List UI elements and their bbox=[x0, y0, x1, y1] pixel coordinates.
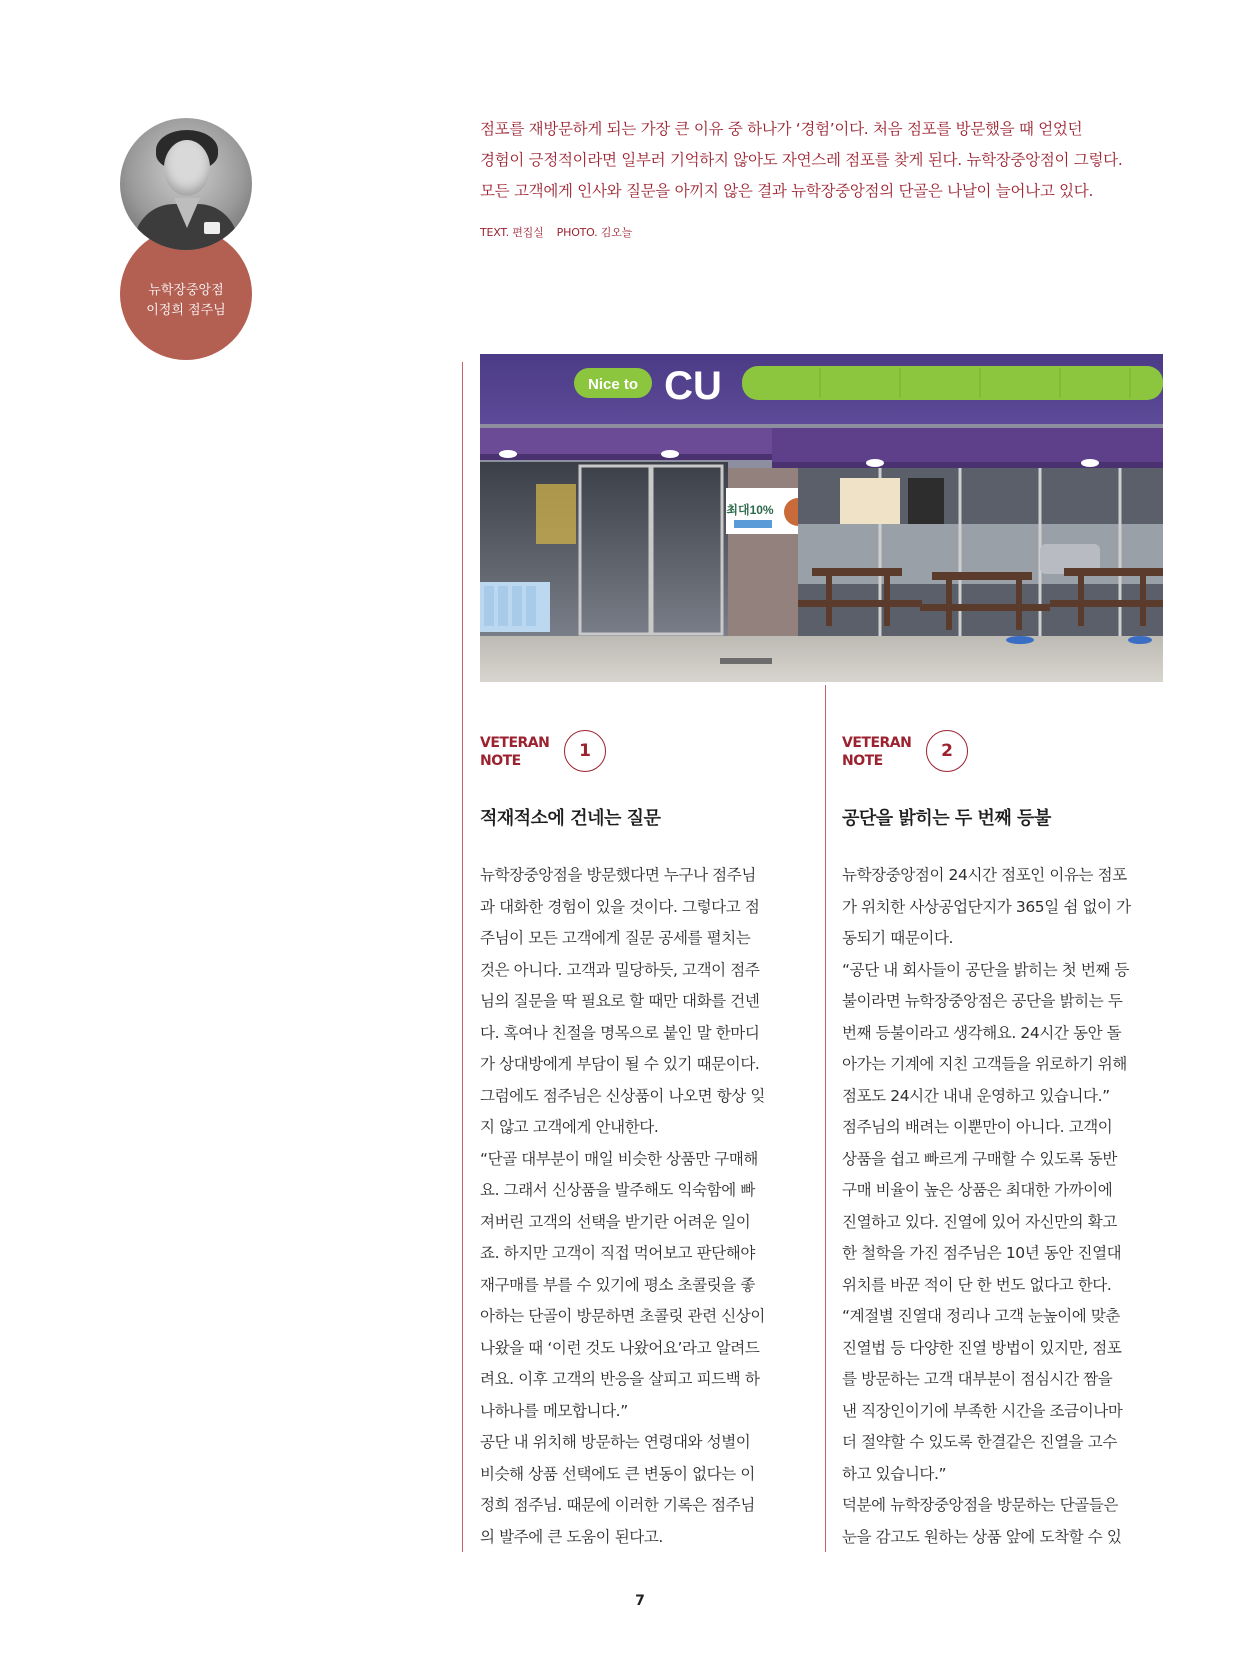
photo-credit: TEXT. 편집실 PHOTO. 김오늘 bbox=[480, 226, 633, 239]
note-label-2: VETERAN NOTE bbox=[842, 735, 912, 769]
body-line: 비슷해 상품 선택에도 큰 변동이 없다는 이 bbox=[480, 1464, 755, 1483]
body-line: 나왔을 때 ‘이런 것도 나왔어요’라고 알려드 bbox=[480, 1338, 760, 1357]
body-line: 동되기 때문이다. bbox=[842, 929, 954, 947]
body-line: 아가는 기계에 지친 고객들을 위로하기 위해 bbox=[842, 1055, 1127, 1073]
body-line: 재구매를 부를 수 있기에 평소 초콜릿을 좋 bbox=[480, 1275, 755, 1294]
body-line: 불이라면 뉴학장중앙점은 공단을 밝히는 두 bbox=[842, 992, 1123, 1010]
body-line: 나하나를 메모합니다.” bbox=[480, 1401, 628, 1420]
body-line: 님의 질문을 딱 필요로 할 때만 대화를 건넨 bbox=[480, 992, 760, 1010]
body-line: 점포도 24시간 내내 운영하고 있습니다.” bbox=[842, 1086, 1110, 1105]
veteran-note-1 bbox=[480, 734, 549, 770]
body-line: 덕분에 뉴학장중앙점을 방문하는 단골들은 bbox=[842, 1496, 1118, 1514]
body-line: 점주님의 배려는 이뿐만이 아니다. 고객이 bbox=[842, 1118, 1113, 1136]
body-line: 뉴학장중앙점을 방문했다면 누구나 점주님 bbox=[480, 866, 756, 884]
body-line: “계절별 진열대 정리나 고객 눈높이에 맞춘 bbox=[842, 1307, 1121, 1325]
body-line: “단골 대부분이 매일 비슷한 상품만 구매해 bbox=[480, 1149, 759, 1168]
intro-line: 모든 고객에게 인사와 질문을 아끼지 않은 결과 뉴학장중앙점의 단골은 나날이 늘어나고 있다. bbox=[480, 182, 1094, 200]
body-line: 상품을 쉽고 빠르게 구매할 수 있도록 동반 bbox=[842, 1149, 1117, 1168]
profile-store: 뉴학장중앙점 bbox=[148, 283, 224, 298]
store-photo bbox=[480, 354, 1163, 682]
body-line: 번째 등불이라고 생각해요. 24시간 동안 돌 bbox=[842, 1023, 1122, 1042]
body-line: 하고 있습니다.” bbox=[842, 1464, 947, 1483]
body-line: 죠. 하지만 고객이 직접 먹어보고 판단해야 bbox=[480, 1244, 755, 1262]
note-number-1: 1 bbox=[564, 730, 606, 772]
body-line: 정희 점주님. 때문에 이러한 기록은 점주님 bbox=[480, 1496, 755, 1514]
page-number: 7 bbox=[635, 1593, 645, 1609]
body-line: 눈을 감고도 원하는 상품 앞에 도착할 수 있 bbox=[842, 1527, 1122, 1546]
avatar bbox=[120, 118, 252, 250]
body-line: 려요. 이후 고객의 반응을 살피고 피드백 하 bbox=[480, 1370, 760, 1388]
profile-owner: 이정희 점주님 bbox=[146, 303, 226, 318]
body-line: “공단 내 회사들이 공단을 밝히는 첫 번째 등 bbox=[842, 960, 1130, 979]
body-line: 주님이 모든 고객에게 질문 공세를 펼치는 bbox=[480, 929, 751, 947]
intro-text bbox=[480, 114, 1160, 207]
body-line: 진열하고 있다. 진열에 있어 자신만의 확고 bbox=[842, 1212, 1117, 1231]
intro-line: 경험이 긍정적이라면 일부러 기억하지 않아도 자연스레 점포를 찾게 된다. 뉴학장중앙점이 그렇다. bbox=[480, 151, 1123, 169]
veteran-note-2 bbox=[842, 734, 911, 770]
body-line: 가 위치한 사상공업단지가 365일 쉼 없이 가 bbox=[842, 897, 1131, 916]
body-line: 요. 그래서 신상품을 발주해도 익숙함에 빠 bbox=[480, 1181, 755, 1199]
body-line: 구매 비율이 높은 상품은 최대한 가까이에 bbox=[842, 1181, 1113, 1199]
note-label-1: VETERAN NOTE bbox=[480, 735, 550, 769]
body-line: 한 철학을 가진 점주님은 10년 동안 진열대 bbox=[842, 1244, 1122, 1262]
poster-text: 최대10% bbox=[726, 503, 774, 517]
body-line: 를 방문하는 고객 대부분이 점심시간 짬을 bbox=[842, 1370, 1113, 1388]
body-line: 공단 내 위치해 방문하는 연령대와 성별이 bbox=[480, 1433, 751, 1451]
intro-line: 점포를 재방문하게 되는 가장 큰 이유 중 하나가 ‘경험’이다. 처음 점포를 방문했을 때 얻었던 bbox=[480, 120, 1083, 138]
body-line: 져버린 고객의 선택을 받기란 어려운 일이 bbox=[480, 1212, 751, 1231]
body-line: 가 상대방에게 부담이 될 수 있기 때문이다. bbox=[480, 1055, 760, 1073]
body-line: 과 대화한 경험이 있을 것이다. 그렇다고 점 bbox=[480, 897, 760, 916]
body-line: 뉴학장중앙점이 24시간 점포인 이유는 점포 bbox=[842, 866, 1127, 884]
sign-nice-to: Nice to bbox=[587, 376, 639, 393]
note-title-1: 적재적소에 건네는 질문 bbox=[480, 808, 661, 829]
note-title-2: 공단을 밝히는 두 번째 등불 bbox=[842, 808, 1051, 829]
sign-cu-logo: CU bbox=[664, 364, 722, 408]
body-line: 더 절약할 수 있도록 한결같은 진열을 고수 bbox=[842, 1433, 1117, 1451]
body-line: 진열법 등 다양한 진열 방법이 있지만, 점포 bbox=[842, 1338, 1122, 1357]
body-line: 낸 직장인이기에 부족한 시간을 조금이나마 bbox=[842, 1401, 1123, 1420]
body-line: 것은 아니다. 고객과 밀당하듯, 고객이 점주 bbox=[480, 960, 760, 979]
left-column-rule bbox=[462, 362, 463, 1552]
body-line: 그럼에도 점주님은 신상품이 나오면 항상 잊 bbox=[480, 1086, 765, 1105]
note-body-1 bbox=[480, 860, 800, 1553]
note-body-2 bbox=[842, 860, 1164, 1553]
note-number-2: 2 bbox=[926, 730, 968, 772]
body-line: 의 발주에 큰 도움이 된다고. bbox=[480, 1527, 663, 1546]
middle-column-rule bbox=[825, 685, 826, 1552]
body-line: 다. 혹여나 친절을 명목으로 붙인 말 한마디 bbox=[480, 1023, 760, 1042]
body-line: 지 않고 고객에게 안내한다. bbox=[480, 1118, 659, 1136]
body-line: 아하는 단골이 방문하면 초콜릿 관련 신상이 bbox=[480, 1307, 765, 1325]
body-line: 위치를 바꾼 적이 단 한 번도 없다고 한다. bbox=[842, 1275, 1112, 1294]
